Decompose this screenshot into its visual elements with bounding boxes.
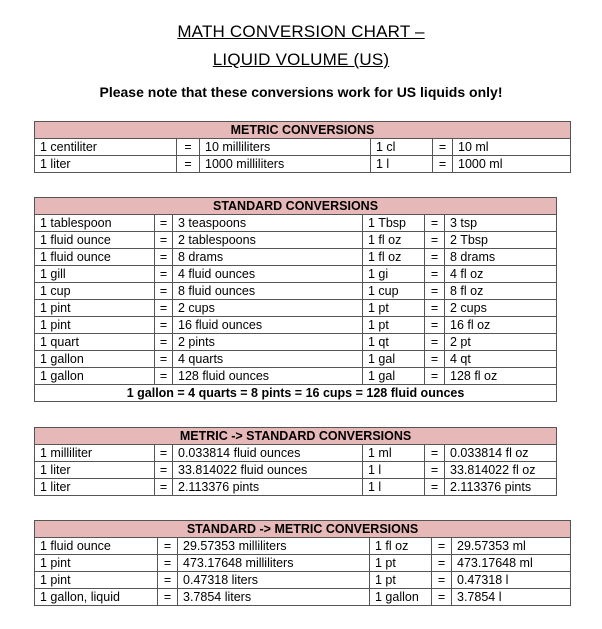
conversion-cell: 16 fl oz [445,317,557,334]
conversion-cell: 33.814022 fl oz [445,462,557,479]
conversion-cell: 1000 milliliters [200,156,371,173]
conversion-row [35,572,571,589]
equals-cell: = [177,139,200,156]
conversion-cell: 1 gill [35,266,155,283]
conversion-cell: 1 Tbsp [363,215,425,232]
conversion-cell: 10 ml [453,139,571,156]
conversion-cell: 1 fl oz [363,232,425,249]
conversion-cell: 4 fl oz [445,266,557,283]
equals-cell: = [155,317,173,334]
conversion-cell: 1 cl [371,139,433,156]
equals-cell: = [425,249,445,266]
conversion-cell: 2 Tbsp [445,232,557,249]
conversion-row [35,555,571,572]
conversion-row [35,317,557,334]
conversion-row [35,300,557,317]
conversion-cell: 10 milliliters [200,139,371,156]
conversion-cell: 16 fluid ounces [173,317,363,334]
conversion-cell: 3.7854 liters [178,589,370,606]
conversion-cell: 1 pint [35,555,158,572]
conversion-cell: 1 l [371,156,433,173]
equals-cell: = [425,283,445,300]
standard-conversions-table [34,197,557,402]
section-header: STANDARD -> METRIC CONVERSIONS [35,521,571,538]
conversion-cell: 3.7854 l [452,589,571,606]
conversion-cell: 8 fl oz [445,283,557,300]
section-header: METRIC -> STANDARD CONVERSIONS [35,428,557,445]
equals-cell: = [155,479,173,496]
conversion-cell: 1 centiliter [35,139,177,156]
conversion-cell: 1 qt [363,334,425,351]
conversion-cell: 2 tablespoons [173,232,363,249]
conversion-cell: 4 fluid ounces [173,266,363,283]
equals-cell: = [155,266,173,283]
equals-cell: = [425,215,445,232]
conversion-cell: 8 drams [173,249,363,266]
page-title-line-1: MATH CONVERSION CHART – [177,22,425,41]
conversion-row [35,368,557,385]
equals-cell: = [432,589,452,606]
conversion-cell: 4 quarts [173,351,363,368]
conversion-cell: 1 gi [363,266,425,283]
conversion-cell: 1 cup [35,283,155,300]
conversion-cell: 1 gallon, liquid [35,589,158,606]
standard-to-metric-table [34,520,571,606]
equals-cell: = [158,589,178,606]
conversion-cell: 8 drams [445,249,557,266]
equals-cell: = [155,283,173,300]
conversion-cell: 2 pints [173,334,363,351]
equals-cell: = [155,249,173,266]
metric-conversions-table [34,121,571,173]
equals-cell: = [155,334,173,351]
conversion-cell: 29.57353 ml [452,538,571,555]
note-text: Please note that these conversions work for US liquids only! [99,84,503,100]
conversion-cell: 2.113376 pints [445,479,557,496]
conversion-cell: 2.113376 pints [173,479,363,496]
equals-cell: = [425,445,445,462]
conversion-row [35,445,557,462]
conversion-cell: 1 pt [370,555,432,572]
conversion-cell: 8 fluid ounces [173,283,363,300]
equals-cell: = [425,317,445,334]
conversion-cell: 1 l [363,462,425,479]
conversion-cell: 1 milliliter [35,445,155,462]
conversion-cell: 1 tablespoon [35,215,155,232]
conversion-row [35,351,557,368]
conversion-row [35,479,557,496]
conversion-cell: 1 quart [35,334,155,351]
conversion-cell: 1 liter [35,462,155,479]
conversion-cell: 3 tsp [445,215,557,232]
equals-cell: = [158,538,178,555]
equals-cell: = [158,572,178,589]
conversion-cell: 1 gal [363,368,425,385]
equals-cell: = [155,462,173,479]
equals-cell: = [177,156,200,173]
conversion-cell: 1 fluid ounce [35,538,158,555]
conversion-cell: 128 fluid ounces [173,368,363,385]
page-title-line-2: LIQUID VOLUME (US) [212,50,390,69]
conversion-cell: 33.814022 fluid ounces [173,462,363,479]
conversion-cell: 1 liter [35,156,177,173]
conversion-cell: 1 fl oz [370,538,432,555]
conversion-cell: 0.033814 fluid ounces [173,445,363,462]
conversion-cell: 1 fl oz [363,249,425,266]
equals-cell: = [425,232,445,249]
equals-cell: = [432,572,452,589]
equals-cell: = [425,462,445,479]
conversion-cell: 1 pint [35,300,155,317]
conversion-row [35,462,557,479]
conversion-cell: 1 liter [35,479,155,496]
equals-cell: = [425,368,445,385]
equals-cell: = [432,538,452,555]
conversion-cell: 473.17648 ml [452,555,571,572]
section-header: METRIC CONVERSIONS [35,122,571,139]
conversion-cell: 1 pt [363,317,425,334]
equals-cell: = [433,139,453,156]
conversion-row [35,266,557,283]
equals-cell: = [425,300,445,317]
conversion-row [35,589,571,606]
conversion-cell: 1 pint [35,572,158,589]
conversion-row [35,538,571,555]
equals-cell: = [155,300,173,317]
conversion-cell: 0.033814 fl oz [445,445,557,462]
equals-cell: = [155,368,173,385]
conversion-row [35,283,557,300]
conversion-row [35,215,557,232]
equals-cell: = [432,555,452,572]
conversion-cell: 0.47318 l [452,572,571,589]
conversion-cell: 1 pt [370,572,432,589]
conversion-cell: 2 cups [173,300,363,317]
equals-cell: = [425,334,445,351]
conversion-cell: 1 gallon [35,351,155,368]
conversion-cell: 4 qt [445,351,557,368]
conversion-row [35,139,571,156]
equals-cell: = [155,351,173,368]
conversion-cell: 0.47318 liters [178,572,370,589]
conversion-row [35,249,557,266]
equals-cell: = [155,215,173,232]
conversion-cell: 128 fl oz [445,368,557,385]
conversion-cell: 1 gal [363,351,425,368]
equals-cell: = [425,351,445,368]
conversion-cell: 1 gallon [370,589,432,606]
conversion-cell: 1 gallon [35,368,155,385]
conversion-cell: 1 fluid ounce [35,249,155,266]
equals-cell: = [155,232,173,249]
conversion-cell: 1000 ml [453,156,571,173]
conversion-cell: 473.17648 milliliters [178,555,370,572]
conversion-cell: 1 pint [35,317,155,334]
conversion-cell: 29.57353 milliliters [178,538,370,555]
conversion-cell: 2 pt [445,334,557,351]
conversion-cell: 1 l [363,479,425,496]
section-header: STANDARD CONVERSIONS [35,198,557,215]
conversion-row [35,232,557,249]
metric-to-standard-table [34,427,557,496]
equals-cell: = [425,266,445,283]
conversion-row [35,334,557,351]
equals-cell: = [155,445,173,462]
conversion-row [35,156,571,173]
equals-cell: = [158,555,178,572]
gallon-summary: 1 gallon = 4 quarts = 8 pints = 16 cups = 128 fluid ounces [35,385,557,402]
conversion-cell: 1 pt [363,300,425,317]
conversion-cell: 3 teaspoons [173,215,363,232]
conversion-cell: 1 fluid ounce [35,232,155,249]
conversion-cell: 1 ml [363,445,425,462]
equals-cell: = [425,479,445,496]
conversion-cell: 2 cups [445,300,557,317]
equals-cell: = [433,156,453,173]
conversion-cell: 1 cup [363,283,425,300]
